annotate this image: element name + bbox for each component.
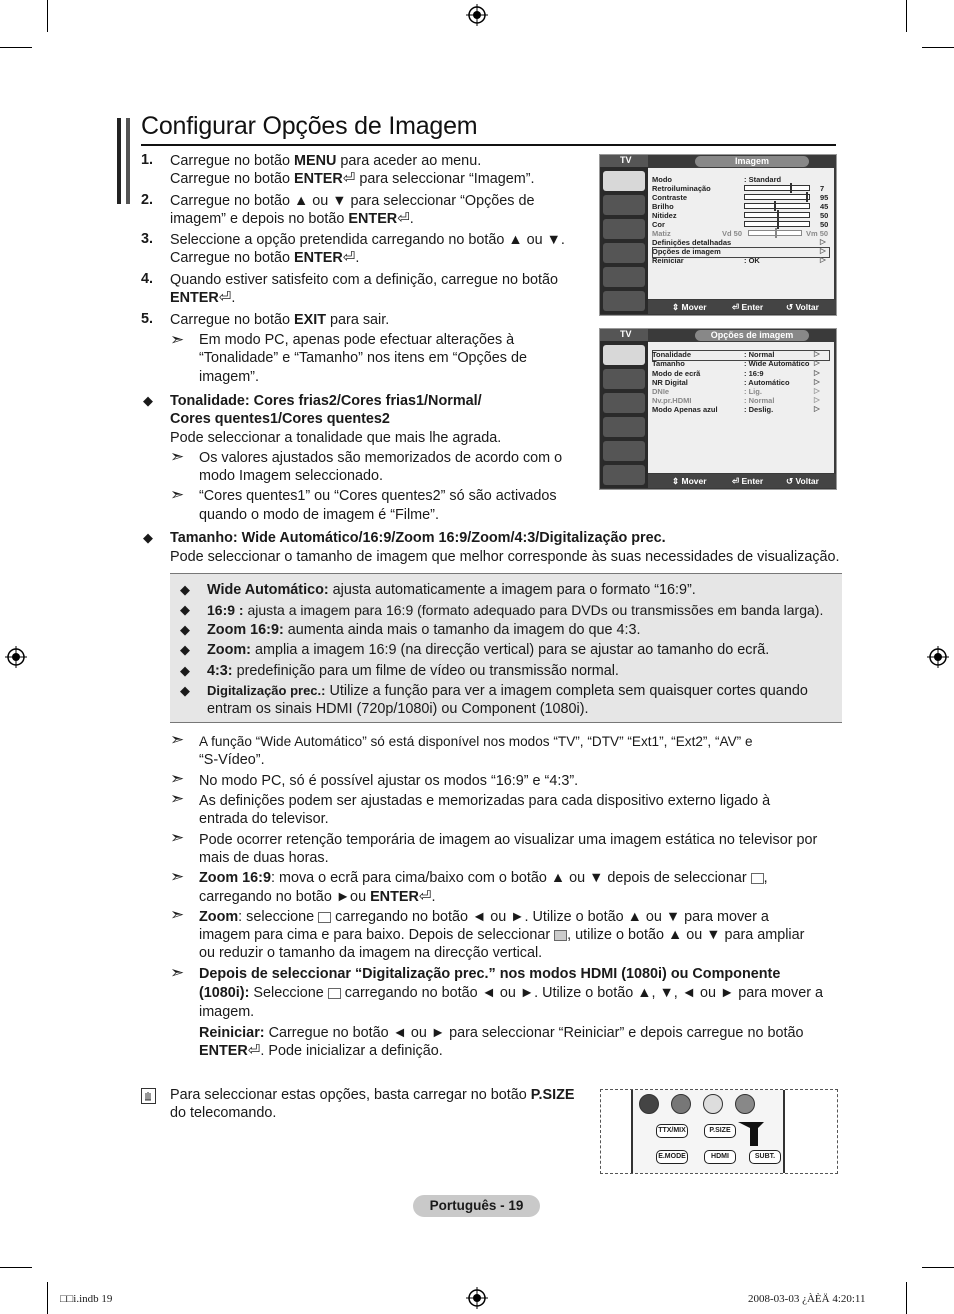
step-text: imagem” e depois no botão ENTER⏎. — [170, 210, 414, 227]
note-text: No modo PC, só é possível ajustar os modos “16:9” e “4:3”. — [199, 773, 579, 789]
setup-icon — [603, 243, 645, 263]
tip-text: do telecomando. — [170, 1105, 277, 1121]
setup-icon — [603, 417, 645, 437]
diamond-bullet-icon: ◆ — [180, 622, 190, 637]
diamond-bullet-icon: ◆ — [180, 602, 190, 617]
osd-foot-enter: ⏎ Enter — [732, 476, 764, 486]
note-text: mais de duas horas. — [199, 850, 329, 866]
step-text: Seleccione a opção pretendida carregando no botão ▲ ou ▼. — [170, 232, 565, 248]
osd-row-value: : Standard — [744, 175, 782, 184]
osd-slider — [744, 194, 810, 200]
blue-button — [735, 1094, 755, 1114]
step-text: Carregue no botão EXIT para sair. — [170, 312, 390, 328]
chevron-right-icon: ▷ — [814, 349, 820, 358]
note-arrow-icon: ➣ — [170, 828, 185, 847]
remote-control-illustration — [600, 1089, 838, 1174]
diamond-bullet-icon: ◆ — [180, 642, 190, 657]
input-icon — [603, 267, 645, 287]
diamond-bullet-icon: ◆ — [143, 393, 153, 408]
crop-mark — [922, 1267, 954, 1268]
diamond-bullet-icon: ◆ — [143, 530, 153, 545]
osd-row-label: NR Digital — [652, 378, 688, 387]
osd-row-label: Definições detalhadas — [652, 238, 732, 247]
crop-mark — [0, 47, 32, 48]
title-accent-bar — [126, 118, 130, 204]
size-option: Digitalização prec.: Utilize a função para ver a imagem completa sem quaisquer cortes quando — [207, 683, 808, 699]
section-heading: Cores quentes1/Cores quentes2 — [170, 411, 390, 427]
note-arrow-icon: ➣ — [170, 769, 185, 788]
imprint-timestamp: 2008-03-03 ¿ÀÈÄ 4:20:11 — [748, 1293, 866, 1305]
picture-icon — [603, 345, 645, 365]
step-number: 1. — [141, 152, 154, 168]
osd-sidebar — [600, 341, 648, 488]
osd-row-number: 45 — [820, 202, 829, 211]
title-accent-bar — [117, 118, 121, 204]
note-text: Os valores ajustados são memorizados de acordo com o — [199, 450, 563, 466]
page-title: Configurar Opções de Imagem — [141, 112, 478, 140]
osd-row-value: : Lig. — [744, 387, 762, 396]
note-text: Em modo PC, apenas pode efectuar alterações à — [199, 332, 515, 348]
note-arrow-icon: ➣ — [170, 447, 185, 466]
note-text: Depois de seleccionar “Digitalização prec.” nos modos HDMI (1080i) ou Componente — [199, 966, 781, 982]
osd-row-label: Tonalidade — [652, 350, 692, 359]
osd-foot-return: ↺ Voltar — [786, 476, 819, 486]
sound-icon — [603, 195, 645, 215]
crop-mark — [922, 47, 954, 48]
osd-slider — [748, 230, 802, 236]
osd-main-panel — [648, 168, 834, 299]
osd-row-value: : 16:9 — [744, 369, 764, 378]
channel-icon — [603, 393, 645, 413]
support-icon — [603, 465, 645, 485]
osd-foot-return: ↺ Voltar — [786, 302, 819, 312]
step-number: 5. — [141, 311, 154, 327]
osd-foot-move: ⇕ Mover — [672, 476, 707, 486]
note-text: carregando no botão ►ou ENTER⏎. — [199, 888, 436, 905]
hand-tip-icon — [141, 1088, 156, 1104]
zoom-mode-icon — [554, 930, 567, 941]
osd-row-value: : OK — [744, 256, 760, 265]
step-text: Carregue no botão ▲ ou ▼ para seleccionar “Opções de — [170, 193, 535, 209]
note-text: imagem. — [199, 1004, 255, 1020]
step-number: 2. — [141, 192, 154, 208]
crop-mark — [47, 1282, 48, 1314]
crop-mark — [47, 0, 48, 32]
page-number-badge: Português - 19 — [413, 1195, 540, 1217]
note-text: imagem”. — [199, 369, 259, 385]
osd-row-number: 50 — [820, 211, 829, 220]
osd-row-label: Tamanho — [652, 359, 685, 368]
size-option: Wide Automático: ajusta automaticamente a imagem para o formato “16:9”. — [207, 582, 696, 598]
chevron-right-icon: ▷ — [814, 368, 820, 377]
step-text: Carregue no botão MENU para aceder ao menu. — [170, 153, 482, 169]
scroll-mode-icon — [751, 873, 764, 884]
osd-header: Opções de imagem — [695, 330, 809, 341]
osd-footer — [648, 300, 836, 314]
registration-mark-icon — [5, 646, 27, 668]
osd-row-label: Opções de imagem — [652, 247, 721, 256]
osd-row-label: Retroiluminação — [652, 184, 711, 193]
chevron-right-icon: ▷ — [814, 377, 820, 386]
osd-row-label: Cor — [652, 220, 665, 229]
osd-row-number: 95 — [820, 193, 829, 202]
step-text: Carregue no botão ENTER⏎ para seleccionar “Imagem”. — [170, 170, 535, 187]
chevron-right-icon: ▷ — [814, 395, 820, 404]
scroll-mode-icon — [318, 912, 331, 923]
osd-main-panel — [648, 342, 834, 473]
chevron-right-icon: ▷ — [820, 246, 826, 255]
osd-row-label: DNIe — [652, 387, 670, 396]
note-text: A função “Wide Automático” só está disponível nos modos “TV”, “DTV” “Ext1”, “Ext2”, “AV” e — [199, 734, 753, 749]
osd-row-label: Contraste — [652, 193, 688, 202]
osd-row-number: 50 — [820, 220, 829, 229]
enter-icon: ⏎ — [418, 888, 432, 905]
step-text: Quando estiver satisfeito com a definição, carregue no botão — [170, 272, 558, 288]
note-arrow-icon: ➣ — [170, 867, 185, 886]
note-text: (1080i): Seleccione carregando no botão ◄ ou ►. Utilize o botão ▲, ▼, ◄ ou ► para mover a — [199, 985, 824, 1001]
size-option: 4:3: predefinição para um filme de vídeo ou transmissão normal. — [207, 663, 619, 679]
section-heading: Tonalidade: Cores frias2/Cores frias1/Normal/ — [170, 393, 482, 409]
note-text: “S-Vídeo”. — [199, 752, 265, 768]
enter-icon: ⏎ — [342, 170, 356, 187]
hdmi-button: HDMI — [704, 1150, 736, 1164]
size-option: Zoom 16:9: aumenta ainda mais o tamanho da imagem do que 4:3. — [207, 622, 641, 638]
chevron-right-icon: ▷ — [820, 255, 826, 264]
osd-row-value: : Wide Automático — [744, 359, 810, 368]
step-text: Carregue no botão ENTER⏎. — [170, 249, 360, 266]
osd-row-value: : Automático — [744, 378, 790, 387]
note-arrow-icon: ➣ — [170, 730, 185, 749]
osd-row-label: Modo Apenas azul — [652, 405, 718, 414]
osd-row-label: Matiz — [652, 229, 671, 238]
channel-icon — [603, 219, 645, 239]
title-rule — [141, 144, 836, 146]
picture-icon — [603, 171, 645, 191]
enter-icon: ⏎ — [342, 249, 356, 266]
diamond-bullet-icon: ◆ — [180, 663, 190, 678]
osd-slider — [744, 185, 810, 191]
note-arrow-icon: ➣ — [170, 789, 185, 808]
size-option-continued: entram os sinais HDMI (720p/1080i) ou Component (1080i). — [207, 701, 589, 717]
yellow-button — [703, 1094, 723, 1114]
press-pointer-icon — [736, 1120, 766, 1148]
osd-row-value: Vd 50 — [722, 229, 743, 238]
registration-mark-icon — [466, 4, 488, 26]
section-description: Pode seleccionar o tamanho de imagem que melhor corresponde às suas necessidades de visualização. — [170, 549, 840, 565]
support-icon — [603, 291, 645, 311]
size-option: Zoom: amplia a imagem 16:9 (na direcção vertical) para se ajustar ao tamanho do ecrã. — [207, 642, 770, 658]
osd-row-label: Reiniciar — [652, 256, 684, 265]
diamond-bullet-icon: ◆ — [180, 683, 190, 698]
chevron-right-icon: ▷ — [814, 358, 820, 367]
note-text: “Cores quentes1” ou “Cores quentes2” só são activados — [199, 488, 557, 504]
red-button — [639, 1094, 659, 1114]
e-mode-button: E.MODE — [656, 1150, 688, 1164]
section-description: Pode seleccionar a tonalidade que mais lhe agrada. — [170, 430, 502, 446]
osd-row-value: : Normal — [744, 350, 775, 359]
osd-source-tab: TV — [600, 155, 648, 167]
chevron-right-icon: ▷ — [814, 386, 820, 395]
note-arrow-icon: ➣ — [170, 485, 185, 504]
step-number: 3. — [141, 231, 154, 247]
note-text: modo Imagem seleccionado. — [199, 468, 383, 484]
osd-row-label: Nv.pr.HDMI — [652, 396, 692, 405]
note-text: Pode ocorrer retenção temporária de imagem ao visualizar uma imagem estática no televisor por — [199, 832, 818, 848]
osd-row-value: : Normal — [744, 396, 775, 405]
osd-header: Imagem — [695, 156, 809, 167]
step-number: 4. — [141, 271, 154, 287]
chevron-right-icon: ▷ — [820, 237, 826, 246]
osd-row-number: 7 — [820, 184, 825, 193]
imprint-filename: □□i.indb 19 — [60, 1293, 113, 1305]
note-text: “Tonalidade” e “Tamanho” nos itens em “Opções de — [199, 350, 527, 366]
note-text: As definições podem ser ajustadas e memorizadas para cada dispositivo externo ligado à — [199, 793, 771, 809]
note-text: imagem para cima e para baixo. Depois de seleccionar , utilize o botão ▲ ou ▼ para ampliar — [199, 927, 805, 943]
osd-slider — [744, 203, 810, 209]
note-text: Zoom: seleccione carregando no botão ◄ ou ►. Utilize o botão ▲ ou ▼ para mover a — [199, 909, 769, 925]
sound-icon — [603, 369, 645, 389]
osd-sidebar — [600, 167, 648, 314]
osd-slider — [744, 212, 810, 218]
size-option: 16:9 : ajusta a imagem para 16:9 (formato adequado para DVDs ou transmissões em banda larga). — [207, 602, 824, 618]
osd-row-label: Modo de ecrã — [652, 369, 701, 378]
note-arrow-icon: ➣ — [170, 963, 185, 982]
osd-foot-move: ⇕ Mover — [672, 302, 707, 312]
note-text: ou reduzir o tamanho da imagem na direcção vertical. — [199, 945, 543, 961]
chevron-right-icon: ▷ — [814, 404, 820, 413]
note-arrow-icon: ➣ — [170, 330, 185, 349]
tip-text: Para seleccionar estas opções, basta carregar no botão P.SIZE — [170, 1087, 575, 1103]
crop-mark — [906, 0, 907, 32]
note-arrow-icon: ➣ — [170, 905, 185, 924]
enter-icon: ⏎ — [218, 289, 232, 306]
osd-footer — [648, 474, 836, 488]
osd-row-label: Nitidez — [652, 211, 677, 220]
note-text: Reiniciar: Carregue no botão ◄ ou ► para seleccionar “Reiniciar” e depois carregue no botão — [199, 1025, 804, 1041]
osd-row-value: : Deslig. — [744, 405, 774, 414]
subt-button: SUBT. — [749, 1150, 781, 1164]
osd-slider — [744, 221, 810, 227]
osd-row-label: Brilho — [652, 202, 674, 211]
osd-row-number: Vm 50 — [806, 229, 829, 238]
osd-menu-imagem — [599, 154, 837, 316]
enter-icon: ⏎ — [247, 1042, 261, 1059]
osd-menu-opcoes-imagem — [599, 328, 837, 490]
note-text: ENTER⏎. Pode inicializar a definição. — [199, 1042, 443, 1059]
green-button — [671, 1094, 691, 1114]
scroll-mode-icon — [328, 988, 341, 999]
osd-foot-enter: ⏎ Enter — [732, 302, 764, 312]
ttx-mix-button: TTX/MIX — [656, 1124, 688, 1138]
crop-mark — [0, 1267, 32, 1268]
osd-row-label: Modo — [652, 175, 672, 184]
osd-source-tab: TV — [600, 329, 648, 341]
crop-mark — [906, 1282, 907, 1314]
p-size-button: P.SIZE — [704, 1124, 736, 1138]
step-text: ENTER⏎. — [170, 289, 236, 306]
note-text: Zoom 16:9: mova o ecrã para cima/baixo com o botão ▲ ou ▼ depois de seleccionar , — [199, 870, 768, 886]
input-icon — [603, 441, 645, 461]
section-heading: Tamanho: Wide Automático/16:9/Zoom 16:9/Zoom/4:3/Digitalização prec. — [170, 530, 666, 546]
registration-mark-icon — [927, 646, 949, 668]
diamond-bullet-icon: ◆ — [180, 582, 190, 597]
enter-icon: ⏎ — [397, 210, 410, 227]
note-text: entrada do televisor. — [199, 811, 329, 827]
note-text: quando o modo de imagem é “Filme”. — [199, 507, 439, 523]
registration-mark-icon — [466, 1287, 488, 1309]
